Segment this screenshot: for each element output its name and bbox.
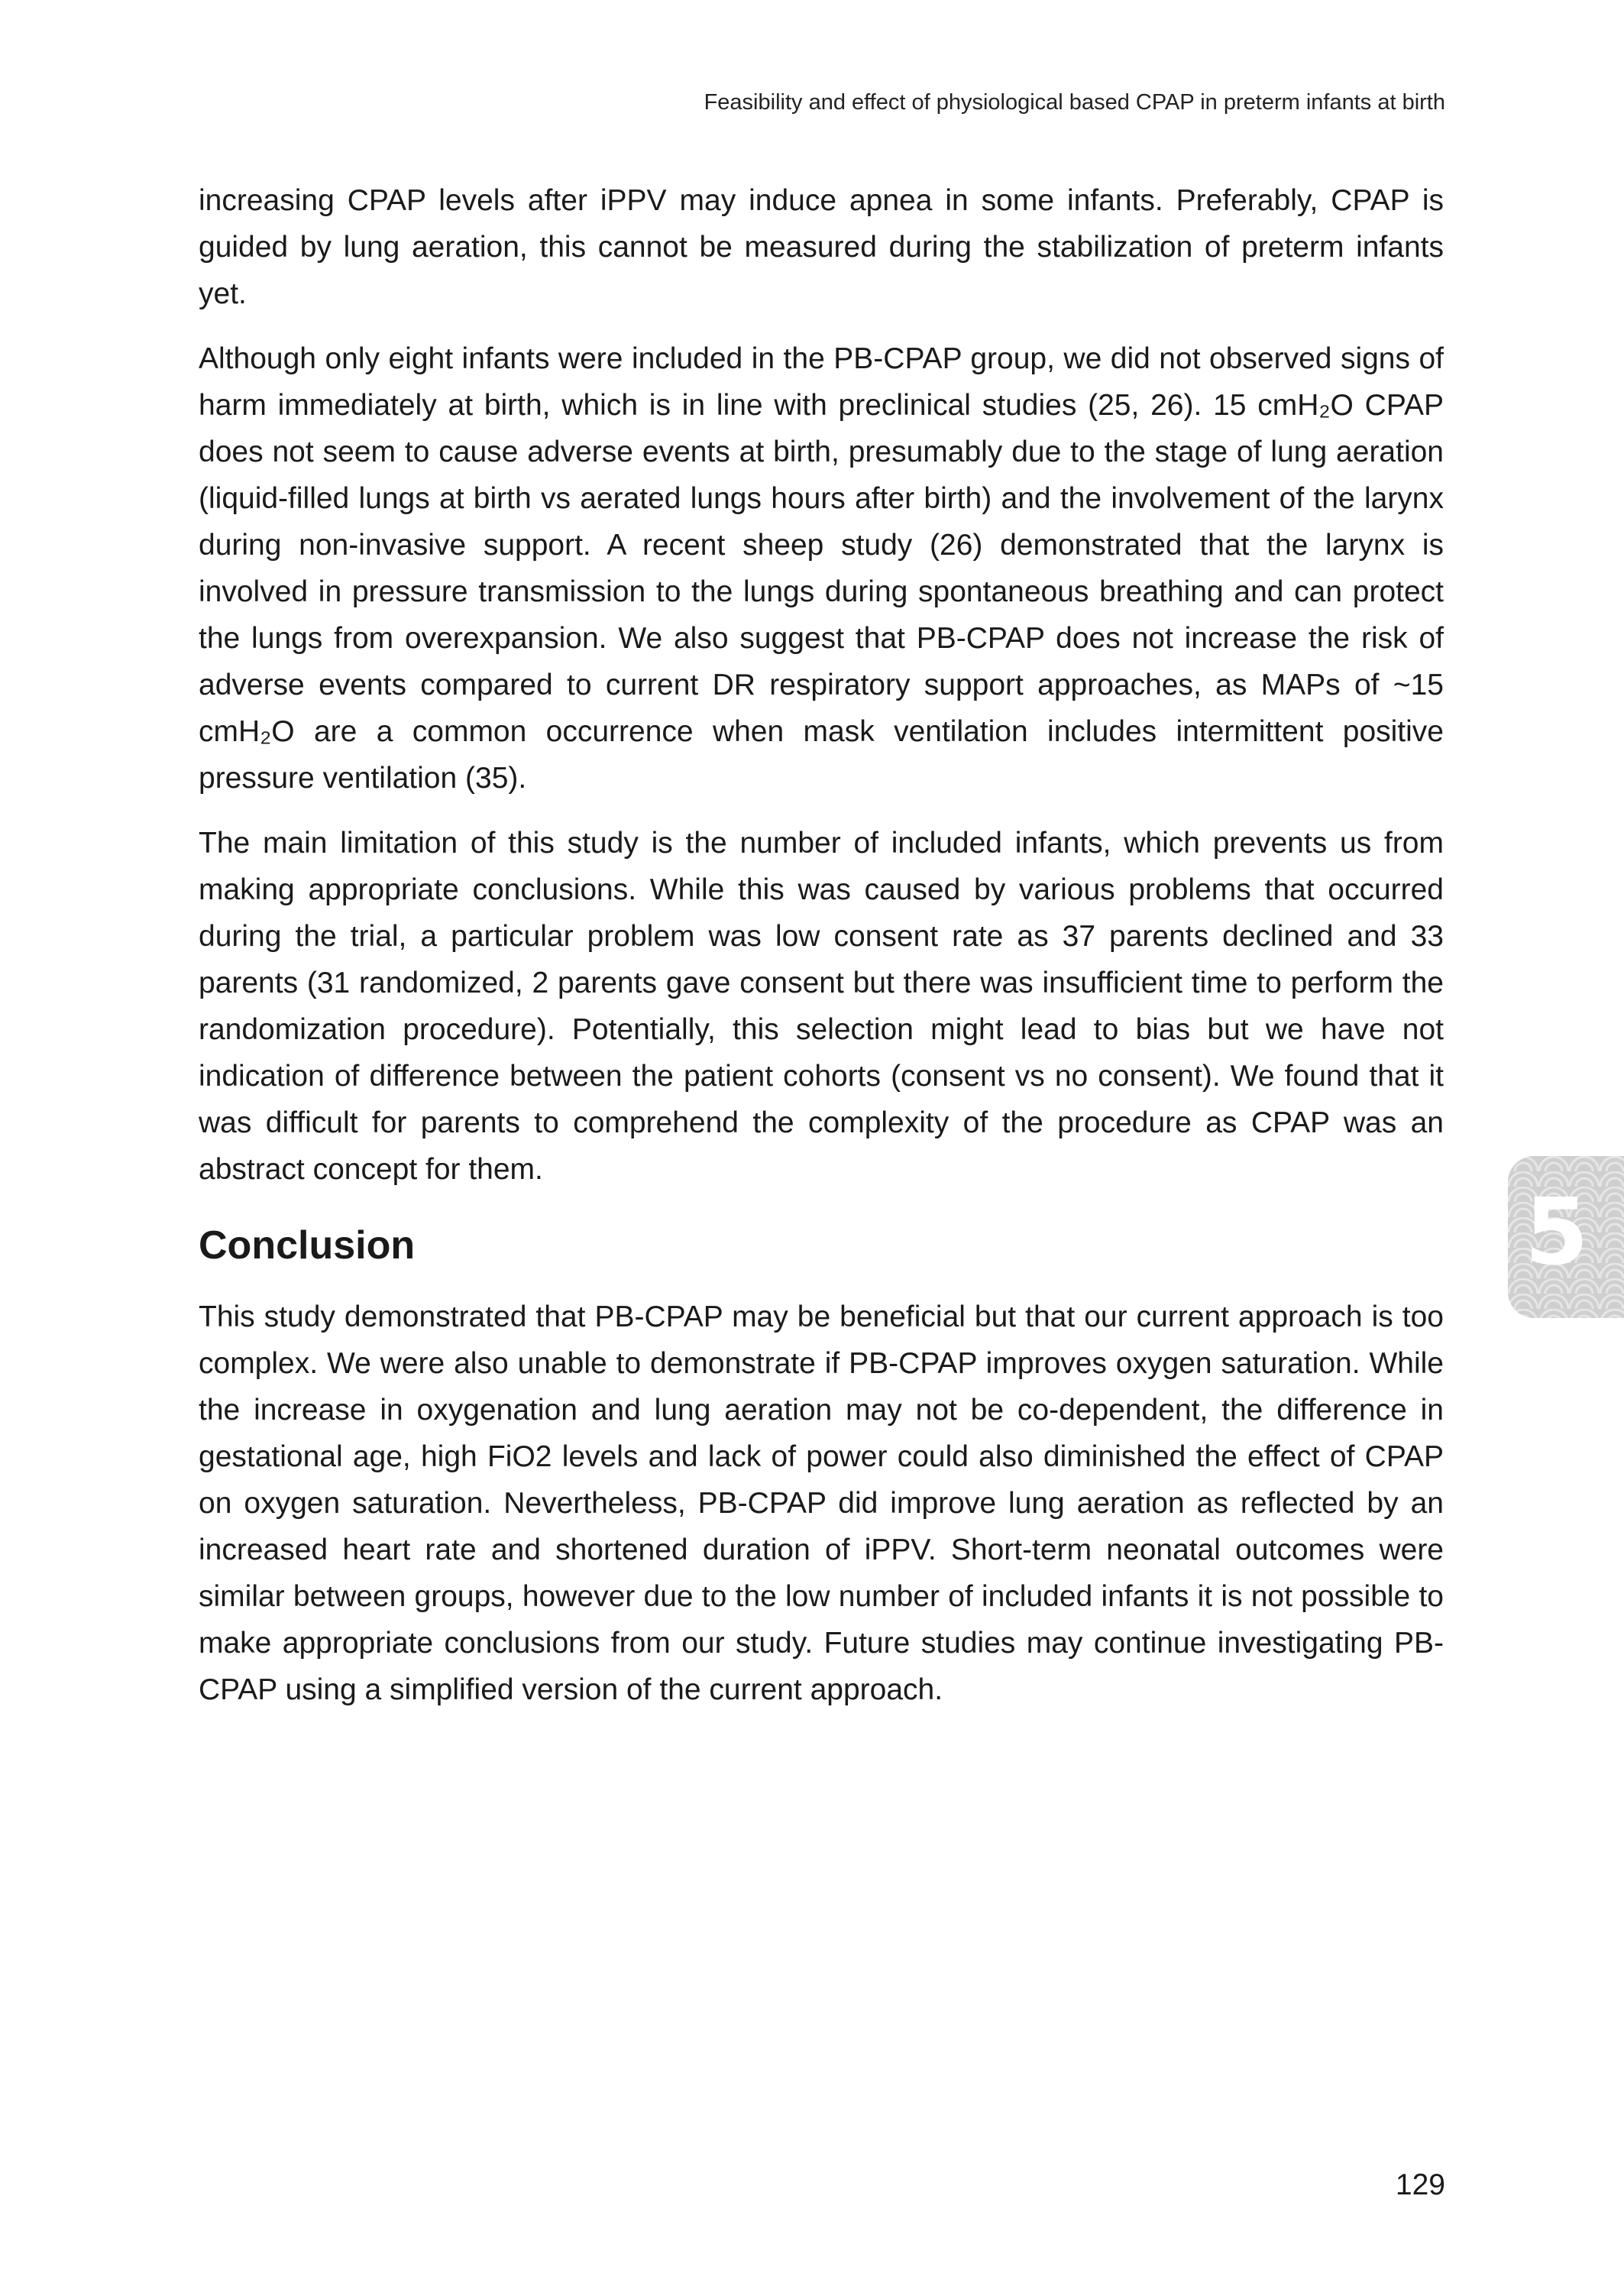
section-heading-conclusion: Conclusion — [199, 1223, 416, 1268]
chapter-number: 5 — [1525, 1180, 1589, 1286]
main-content — [199, 177, 1444, 1731]
body-paragraph: This study demonstrated that PB-CPAP may be beneficial but that our current approach is too complex. We were also unable to demonstrate if PB-CPAP improves oxygen saturation. While the increase in oxygenation and lung aeration may not be co-dependent, the difference in gestational age, high FiO2 levels and lack of power could also diminished the effect of CPAP on oxygen saturation. Nevertheless, PB-CPAP did improve lung aeration as reflected by an increased heart rate and shortened duration of iPPV. Short-term neonatal outcomes were similar between groups, however due to the low number of included infants it is not possible to make appropriate conclusions from our study. Future studies may continue investigating PB-CPAP using a simplified version of the current approach. — [199, 1300, 1444, 1706]
chapter-tab — [1508, 1156, 1624, 1318]
body-paragraph: The main limitation of this study is the number of included infants, which prevents us from making appropriate conclusions. While this was caused by various problems that occurred during the trial, a particular problem was low consent rate as 37 parents declined and 33 parents (31 randomized, 2 parents gave consent but there was insufficient time to perform the randomization procedure). Potentially, this selection might lead to bias but we have not indication of difference between the patient cohorts (consent vs no consent). We found that it was difficult for parents to comprehend the complexity of the procedure as CPAP was an abstract concept for them. — [199, 827, 1444, 1186]
body-paragraph: Although only eight infants were included in the PB-CPAP group, we did not observed signs of harm immediately at birth, which is in line with preclinical studies (25, 26). 15 cmH₂O CPAP does not seem to cause adverse events at birth, presumably due to the stage of lung aeration (liquid-filled lungs at birth vs aerated lungs hours after birth) and the involvement of the larynx during non-invasive support. A recent sheep study (26) demonstrated that the larynx is involved in pressure transmission to the lungs during spontaneous breathing and can protect the lungs from overexpansion. We also suggest that PB-CPAP does not increase the risk of adverse events compared to current DR respiratory support approaches, as MAPs of ~15 cmH₂O are a common occurrence when mask ventilation includes intermittent positive pressure ventilation (35). — [199, 342, 1444, 795]
page-number: 129 — [1395, 2168, 1445, 2201]
body-paragraph: increasing CPAP levels after iPPV may induce apnea in some infants. Preferably, CPAP is guided by lung aeration, this cannot be measured during the stabilization of preterm infants yet. — [199, 184, 1444, 310]
running-header: Feasibility and effect of physiological based CPAP in preterm infants at birth — [704, 90, 1445, 115]
